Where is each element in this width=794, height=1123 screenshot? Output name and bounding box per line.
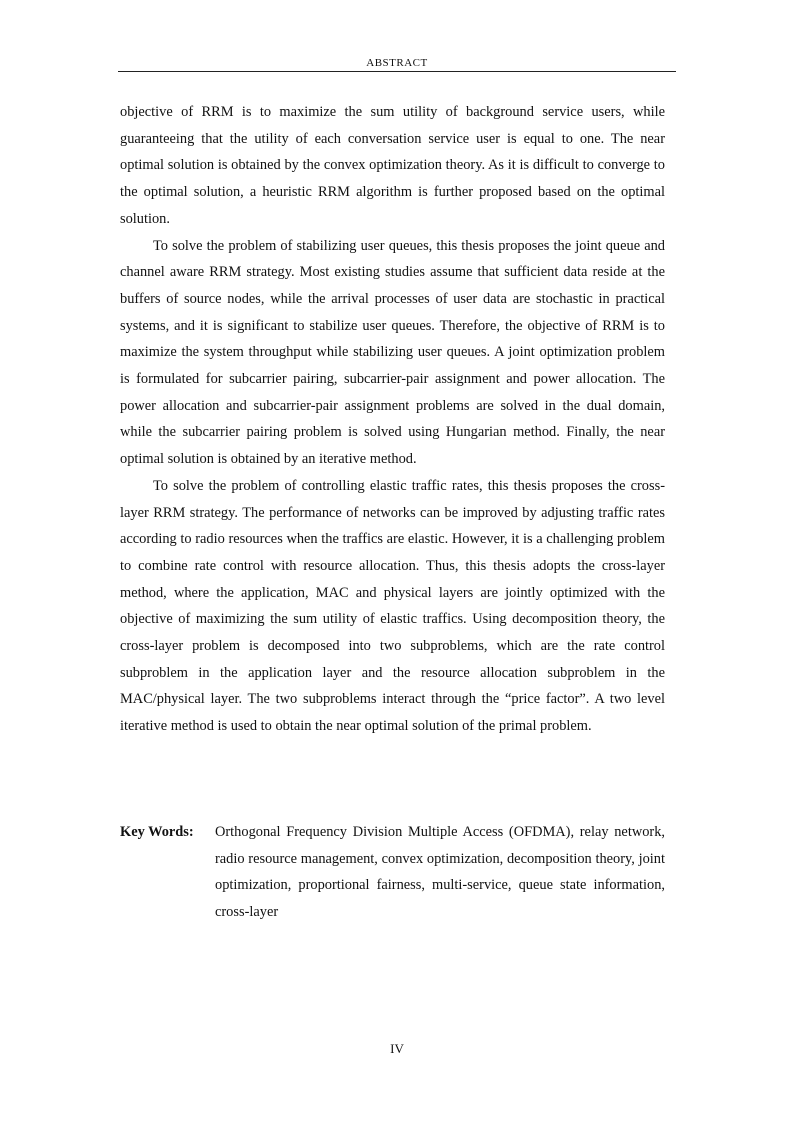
keywords-list: Orthogonal Frequency Division Multiple Access (OFDMA), relay network, radio resource management, convex optimization, decomposition theory, joint optimization, proportional fairness, multi-service, queue state information, cross-layer (215, 824, 665, 921)
header-title: ABSTRACT (366, 57, 428, 69)
running-header (118, 56, 676, 72)
keywords-label: Key Words: (120, 824, 194, 840)
keywords-section (120, 819, 665, 926)
paragraph-cross-layer-strategy: To solve the problem of controlling elastic traffic rates, this thesis proposes the cross-layer RRM strategy. The performance of networks can be improved by adjusting traffic rates according to radio resources when the traffics are elastic. However, it is a challenging problem to combine rate control with resource allocation. Thus, this thesis adopts the cross-layer method, where the application, MAC and physical layers are jointly optimized with the objective of maximizing the sum utility of elastic traffics. Using decomposition theory, the cross-layer problem is decomposed into two subproblems, which are the rate control subproblem in the application layer and the resource allocation subproblem in the MAC/physical layer. The two subproblems interact through the “price factor”. A two level iterative method is used to obtain the near optimal solution of the primal problem. (120, 477, 665, 735)
page-number: IV (390, 1041, 404, 1056)
paragraph-continued: objective of RRM is to maximize the sum utility of background service users, while guaranteeing that the utility of each conversation service user is equal to one. The near optimal solution is obtained by the convex optimization theory. As it is difficult to converge to the optimal solution, a heuristic RRM algorithm is further proposed based on the optimal solution. (120, 104, 665, 227)
paragraph-queue-strategy: To solve the problem of stabilizing user queues, this thesis proposes the joint queue and channel aware RRM strategy. Most existing studies assume that sufficient data reside at the buffers of source nodes, while the arrival processes of user data are stochastic in practical systems, and it is significant to stabilize user queues. Therefore, the objective of RRM is to maximize the system throughput while stabilizing user queues. A joint optimization problem is formulated for subcarrier pairing, subcarrier-pair assignment and power allocation. The power allocation and subcarrier-pair assignment problems are solved in the dual domain, while the subcarrier pairing problem is solved using Hungarian method. Finally, the near optimal solution is obtained by an iterative method. (120, 237, 665, 468)
abstract-body (120, 99, 665, 740)
